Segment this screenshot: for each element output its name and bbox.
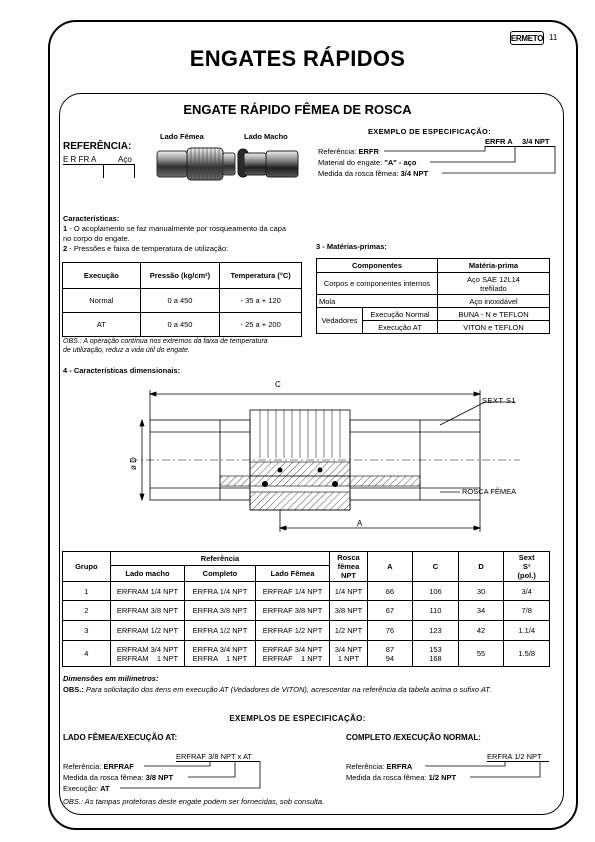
dim-label-sext: SEXT S1 — [482, 396, 517, 405]
dimensions-table — [62, 551, 550, 667]
dim-label-rosca: ROSCA FÊMEA — [462, 487, 517, 496]
dim-header-femea: Lado Fêmea — [255, 566, 330, 582]
table-cell: ERFRA 1/2 NPT — [185, 621, 255, 641]
table-cell: 30 — [458, 582, 504, 601]
referencia-leader-2 — [134, 164, 135, 178]
materias-title: 3 - Matérias-primas: — [316, 242, 387, 251]
exemplos-title: EXEMPLOS DE ESPECIFICAÇÃO: — [229, 714, 366, 723]
referencia-leader-1 — [103, 164, 104, 178]
table-cell: 42 — [458, 621, 504, 641]
table-row — [317, 273, 550, 295]
table-cell: 1.1/4 — [504, 621, 550, 641]
table-cell: ERFRA 3/4 NPT ERFRA 1 NPT — [185, 641, 255, 667]
table-row — [317, 295, 550, 308]
table-cell: ERFRAF 3/8 NPT — [255, 601, 330, 621]
table-cell: ERFRAF 3/4 NPT ERFRAF 1 NPT — [255, 641, 330, 667]
table-row — [63, 313, 302, 337]
dimensoes-note: Dimensões em milímetros: — [63, 674, 159, 683]
obs-temperatura-2: de utilização, reduz a vida útil do engate. — [63, 347, 190, 354]
table-cell: Vedadores — [317, 308, 363, 334]
table-cell: ERFRA 3/8 NPT — [185, 601, 255, 621]
page-title: ENGATES RÁPIDOS — [189, 46, 406, 71]
table-cell: ERFRAM 3/4 NPT ERFRAM 1 NPT — [110, 641, 185, 667]
table-cell: Aço inoxidável — [438, 295, 550, 308]
referencia-underline — [63, 164, 135, 165]
exemplo-femea-line2: Medida da rosca fêmea: 3/8 NPT — [63, 773, 174, 782]
dim-header-referencia: Referência — [110, 552, 330, 566]
technical-drawing — [120, 380, 540, 540]
exemplo-title: EXEMPLO DE ESPECIFICAÇÃO: — [368, 127, 491, 136]
exemplo-femea-line3: Execução: AT — [63, 784, 110, 793]
dimensionais-title: 4 - Características dimensionais: — [63, 366, 181, 375]
referencia-title: REFERÊNCIA: — [63, 141, 132, 152]
table-cell: 123 — [413, 621, 459, 641]
ermeto-logo: ERMETO — [510, 31, 544, 45]
section-title: ENGATE RÁPIDO FÊMEA DE ROSCA — [183, 102, 412, 117]
table-row — [63, 582, 550, 601]
obs-temperatura-1: OBS.: A operação contínua nos extremos da faixa de temperatura — [63, 338, 268, 345]
table-cell: ERFRAF 1/2 NPT — [255, 621, 330, 641]
exemplo-line1: Referência: ERFR — [318, 147, 379, 156]
table-cell: 7/8 — [504, 601, 550, 621]
photo-label-macho: Lado Macho — [244, 132, 288, 141]
exemplo-completo-title: COMPLETO /EXECUÇÃO NORMAL: — [346, 733, 481, 742]
table-cell: 87 94 — [367, 641, 413, 667]
table-cell: ERFRAM 1/4 NPT — [110, 582, 185, 601]
photo-label-femea: Lado Fêmea — [160, 132, 204, 141]
dim-header-a: A — [367, 552, 413, 582]
exemplo-femea-line1: Referência: ERFRAF — [63, 762, 134, 771]
table-cell: Normal — [63, 289, 141, 313]
obs-tampas-note: OBS.: As tampas protetoras deste engate podem ser fornecidas, sob consulta. — [63, 797, 325, 806]
referencia-code: E R FR A — [63, 155, 97, 164]
table-cell: 76 — [367, 621, 413, 641]
pressure-header-temperatura: Temperatura (°C) — [220, 263, 302, 289]
materias-table — [316, 258, 550, 334]
dim-header-c: C — [413, 552, 459, 582]
dim-header-d: D — [458, 552, 504, 582]
exemplo-line3: Medida da rosca fêmea: 3/4 NPT — [318, 169, 429, 178]
macho-photo — [236, 143, 304, 183]
table-cell: BUNA - N e TEFLON — [438, 308, 550, 321]
exemplo-femea-code: ERFRAF 3/8 NPT x AT — [176, 752, 252, 761]
table-cell: ERFRA 1/4 NPT — [185, 582, 255, 601]
caracteristicas-item1: 1 - O acoplamento se faz manualmente por rosqueamento da capa — [63, 224, 287, 233]
table-cell: VITON e TEFLON — [438, 321, 550, 334]
femea-photo — [155, 143, 237, 183]
table-cell: Execução AT — [363, 321, 438, 334]
dim-header-rosca: Rosca fêmea NPT — [330, 552, 367, 582]
obs-at-note: OBS.: Para solicitação dos itens em execução AT (Vedadores de VITON), acrescentar na referência da tabela acima o sufixo AT. — [63, 685, 492, 694]
referencia-material: Aço — [118, 155, 132, 164]
table-row — [63, 641, 550, 667]
table-row — [63, 289, 302, 313]
exemplo-completo-leaders — [420, 761, 560, 781]
table-row — [63, 601, 550, 621]
dim-label-d: ø D — [128, 457, 138, 470]
table-cell: 3/4 NPT 1 NPT — [330, 641, 367, 667]
table-cell: 55 — [458, 641, 504, 667]
table-cell: Aço SAE 12L14 trefilado — [438, 273, 550, 295]
pressure-table — [62, 262, 302, 337]
exemplo-leader-lines — [360, 146, 560, 179]
table-cell: 153 168 — [413, 641, 459, 667]
table-cell: - 35 a + 120 — [220, 289, 302, 313]
table-cell: 4 — [63, 641, 111, 667]
exemplo-completo-line1: Referência: ERFRA — [346, 762, 413, 771]
exemplo-femea-title: LADO FÊMEA/EXECUÇÃO AT: — [63, 733, 178, 742]
table-cell: 106 — [413, 582, 459, 601]
table-cell: ERFRAM 3/8 NPT — [110, 601, 185, 621]
dim-label-a: A — [357, 519, 363, 528]
dim-header-completo: Completo — [185, 566, 255, 582]
table-cell: AT — [63, 313, 141, 337]
exemplo-femea-leaders — [100, 761, 270, 791]
table-cell: ERFRAF 1/4 NPT — [255, 582, 330, 601]
table-cell: 3/4 — [504, 582, 550, 601]
materias-header-materia: Matéria-prima — [438, 259, 550, 273]
caracteristicas-title: Características: — [63, 214, 120, 223]
exemplo-code-b: 3/4 NPT — [522, 137, 550, 146]
table-cell: Mola — [317, 295, 438, 308]
table-row — [63, 621, 550, 641]
table-cell: - 25 a + 200 — [220, 313, 302, 337]
table-cell: 1.5/8 — [504, 641, 550, 667]
caracteristicas-item1-cont: no corpo do engate. — [63, 234, 130, 243]
exemplo-completo-code: ERFRA 1/2 NPT — [487, 752, 542, 761]
table-cell: 1/4 NPT — [330, 582, 367, 601]
pressure-header-execucao: Execução — [63, 263, 141, 289]
table-cell: 0 a 450 — [140, 289, 220, 313]
table-cell: 1/2 NPT — [330, 621, 367, 641]
table-cell: 110 — [413, 601, 459, 621]
table-cell: 2 — [63, 601, 111, 621]
dim-label-c: C — [275, 380, 281, 389]
table-cell: ERFRAM 1/2 NPT — [110, 621, 185, 641]
exemplo-code-a: ERFR A — [485, 137, 513, 146]
dim-header-grupo: Grupo — [63, 552, 111, 582]
table-cell: 66 — [367, 582, 413, 601]
table-cell: 0 a 450 — [140, 313, 220, 337]
dim-header-sext: Sext S¹ (pol.) — [504, 552, 550, 582]
table-cell: 3 — [63, 621, 111, 641]
table-cell: Corpos e componentes internos — [317, 273, 438, 295]
table-row — [317, 308, 550, 321]
page-number: 11 — [549, 33, 558, 42]
table-cell: 34 — [458, 601, 504, 621]
exemplo-line2: Material do engate: "A" - aço — [318, 158, 417, 167]
exemplo-completo-line2: Medida da rosca fêmea: 1/2 NPT — [346, 773, 457, 782]
materias-header-componentes: Componentes — [317, 259, 438, 273]
table-cell: 67 — [367, 601, 413, 621]
dim-header-macho: Lado macho — [110, 566, 185, 582]
pressure-header-pressao: Pressão (kg/cm²) — [140, 263, 220, 289]
caracteristicas-item2: 2 - Pressões e faixa de temperatura de utilização: — [63, 244, 229, 253]
table-cell: 1 — [63, 582, 111, 601]
table-cell: Execução Normal — [363, 308, 438, 321]
table-cell: 3/8 NPT — [330, 601, 367, 621]
